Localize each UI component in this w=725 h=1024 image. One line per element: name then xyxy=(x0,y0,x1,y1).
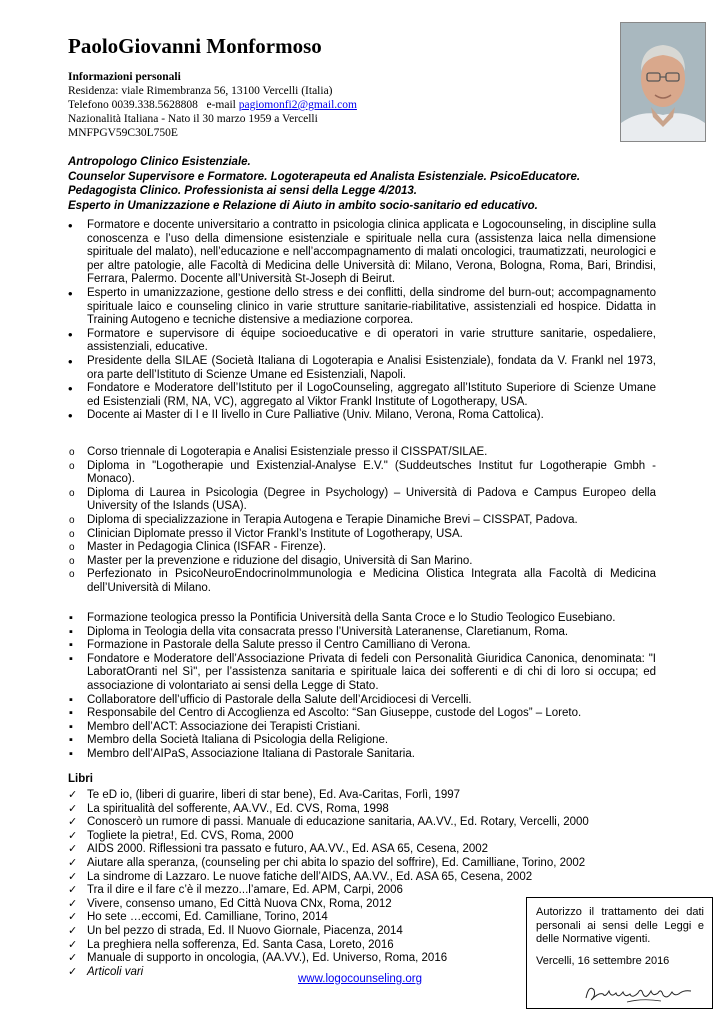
list-item: • Formatore e docente universitario a contratto in psicologia clinica applicata e Logocounseling, in discipline sulla conoscenza e l’uso della dimensione esistenziale e spirituale nella cura (assistenza laica nella dimensione spirituale del malato), nell’educazione e nell’accompagnamento di malati oncologici, traumatizzati, neurologici e per altre patologie, alle Facoltà di Medicina delle Università di: Milano, Verona, Bologna, Roma, Bari, Brindisi, Ferrara, Palermo. Docente all’Università St-Joseph di Beirut. xyxy=(68,219,656,287)
list-item: o Corso triennale di Logoterapia e Analisi Esistenziale presso il CISSPAT/SILAE. xyxy=(68,446,656,460)
books-list xyxy=(68,789,589,979)
headline-line: Pedagogista Clinico. Professionista ai sensi della Legge 4/2013. xyxy=(68,185,417,198)
list-item: o Clinician Diplomate presso il Victor Frankl’s Institute of Logotherapy, USA. xyxy=(68,528,656,542)
list-item: o Diploma di specializzazione in Terapia Autogena e Terapie Dinamiche Brevi – CISSPAT, Padova. xyxy=(68,514,656,528)
list-item: ▪ Responsabile del Centro di Accoglienza ed Ascolto: “San Giuseppe, custode del Logos” – Loreto. xyxy=(68,707,656,721)
consent-text: Autorizzo il trattamento dei dati personali ai sensi delle Leggi e delle Normative vigenti. xyxy=(536,906,704,945)
contact-line xyxy=(68,98,357,112)
book-item: ✓ Vivere, consenso umano, Ed Città Nuova CNx, Roma, 2012 xyxy=(68,898,508,912)
headline-line: Esperto in Umanizzazione e Relazione di Aiuto in ambito socio-sanitario ed educativo. xyxy=(68,199,538,212)
list-item: • Fondatore e Moderatore dell’Istituto per il LogoCounseling, aggregato all’Istituto Superiore di Scienze Umane ed Esistenziali (RM, NA, VC), aggregato al Viktor Frankl Institute of Logotherapy, USA. xyxy=(68,382,656,409)
phone: Telefono 0039.338.5628808 xyxy=(68,99,198,111)
signature-image xyxy=(583,982,695,1004)
nationality: Nazionalità Italiana - Nato il 30 marzo 1959 a Vercelli xyxy=(68,113,318,125)
email-label: e-mail xyxy=(206,99,236,111)
list-item: ▪ Membro della Società Italiana di Psicologia della Religione. xyxy=(68,734,656,748)
book-item: ✓ AIDS 2000. Riflessioni tra passato e futuro, AA.VV., Ed. ASA 65, Cesena, 2002 xyxy=(68,843,508,857)
list-item: • Docente ai Master di I e II livello in Cure Palliative (Univ. Milano, Verona, Roma Cattolica). xyxy=(68,409,656,423)
website-link[interactable]: www.logocounseling.org xyxy=(298,973,423,985)
professional-headline xyxy=(68,155,718,213)
list-item: o Diploma di Laurea in Psicologia (Degree in Psychology) – Università di Padova e Campus Europeo della University of the Islands (USA). xyxy=(68,487,656,514)
residence: Residenza: viale Rimembranza 56, 13100 Vercelli (Italia) xyxy=(68,85,333,97)
list-item: o Perfezionato in PsicoNeuroEndocrinoImmunologia e Medicina Olistica Integrata alla Facoltà di Medicina dell’Università di Milano. xyxy=(68,568,656,595)
fiscal-code: MNFPGV59C30L750E xyxy=(68,127,178,139)
consent-box xyxy=(526,897,713,1009)
pastoral-list xyxy=(68,612,656,762)
personal-info-heading: Informazioni personali xyxy=(68,71,181,83)
list-item: o Master in Pedagogia Clinica (ISFAR - Firenze). xyxy=(68,541,656,555)
book-item: ✓ Aiutare alla speranza, (counseling per chi abita lo spazio del soffrire), Ed. Camilliane, Torino, 2002 xyxy=(68,857,508,871)
cv-name: PaoloGiovanni Monformoso xyxy=(68,34,322,58)
place-date: Vercelli, 16 settembre 2016 xyxy=(536,954,670,967)
book-item: ✓ La spiritualità del sofferente, AA.VV., Ed. CVS, Roma, 1998 xyxy=(68,803,508,817)
book-item: ✓ Articoli vari xyxy=(68,966,508,980)
book-item: ✓ Tra il dire e il fare c’è il mezzo...l’amare, Ed. APM, Carpi, 2006 xyxy=(68,884,508,898)
book-item: ✓ Conoscerò un rumore di passi. Manuale di educazione sanitaria, AA.VV., Ed. Rotary, Vercelli, 2000 xyxy=(68,816,508,830)
list-item: o Diploma in "Logotherapie und Existenzial-Analyse E.V." (Suddeutsches Institut fur Logotherapie Gmbh - Monaco). xyxy=(68,460,656,487)
list-item: ▪ Formazione teologica presso la Pontificia Università della Santa Croce e lo Studio Teologico Eusebiano. xyxy=(68,612,656,626)
list-item: o Master per la prevenzione e riduzione del disagio, Università di San Marino. xyxy=(68,555,656,569)
professional-list xyxy=(68,219,656,423)
books-heading: Libri xyxy=(68,773,93,785)
list-item: • Formatore e supervisore di équipe socioeducative e di operatori in varie strutture sanitarie, ospedaliere, assistenziali, educative. xyxy=(68,328,656,355)
personal-info xyxy=(68,70,357,140)
book-item: ✓ Manuale di supporto in oncologia, (AA.VV.), Ed. Universo, Roma, 2016 xyxy=(68,952,508,966)
education-list xyxy=(68,446,656,596)
headline-line: Counselor Supervisore e Formatore. Logoterapeuta ed Analista Esistenziale. PsicoEducatore. xyxy=(68,170,581,183)
list-item: ▪ Membro dell’ACT: Associazione dei Terapisti Cristiani. xyxy=(68,721,656,735)
book-item: ✓ Un bel pezzo di strada, Ed. Il Nuovo Giornale, Piacenza, 2014 xyxy=(68,925,508,939)
profile-photo xyxy=(620,22,706,142)
list-item: ▪ Diploma in Teologia della vita consacrata presso l’Università Lateranense, Claretianum, Roma. xyxy=(68,626,656,640)
book-item: ✓ La preghiera nella sofferenza, Ed. Santa Casa, Loreto, 2016 xyxy=(68,939,508,953)
list-item: • Presidente della SILAE (Società Italiana di Logoterapia e Analisi Esistenziale), fondata da V. Frankl nel 1973, ora parte dell’Istituto di Scienze Umane ed Esistenziali, Napoli. xyxy=(68,355,656,382)
headline-line: Antropologo Clinico Esistenziale. xyxy=(68,156,251,168)
list-item: ▪ Collaboratore dell’ufficio di Pastorale della Salute dell’Arcidiocesi di Vercelli. xyxy=(68,694,656,708)
email-link[interactable]: pagiomonfi2@gmail.com xyxy=(238,99,357,111)
list-item: ▪ Fondatore e Moderatore dell’Associazione Privata di fedeli con Personalità Giuridica Canonica, denominata: "I LaboratOranti nel Sì", per l’assistenza sanitaria e spirituale laica dei sofferenti e di chi di loro si occupa; ed associazione di volontariato ai sensi della Legge di Stato. xyxy=(68,653,656,694)
book-item: ✓ Te eD io, (liberi di guarire, liberi di star bene), Ed. Ava-Caritas, Forlì, 1997 xyxy=(68,789,508,803)
list-item: ▪ Formazione in Pastorale della Salute presso il Centro Camilliano di Verona. xyxy=(68,639,656,653)
list-item: • Esperto in umanizzazione, gestione dello stress e dei conflitti, della sindrome del burn-out; accompagnamento spirituale laico e counseling clinico in varie strutture sanitarie-riabilitative, assistenziali ed hospice. Didatta in Training Autogeno e tecniche distensive a mediazione corporea. xyxy=(68,287,656,328)
book-item: ✓ Ho sete …eccomi, Ed. Camilliane, Torino, 2014 xyxy=(68,911,508,925)
book-item: ✓ Togliete la pietra!, Ed. CVS, Roma, 2000 xyxy=(68,830,508,844)
book-item: ✓ La sindrome di Lazzaro. Le nuove fatiche dell’AIDS, AA.VV., Ed. ASA 65, Cesena, 2002 xyxy=(68,871,508,885)
list-item: ▪ Membro dell’AIPaS, Associazione Italiana di Pastorale Sanitaria. xyxy=(68,748,656,762)
